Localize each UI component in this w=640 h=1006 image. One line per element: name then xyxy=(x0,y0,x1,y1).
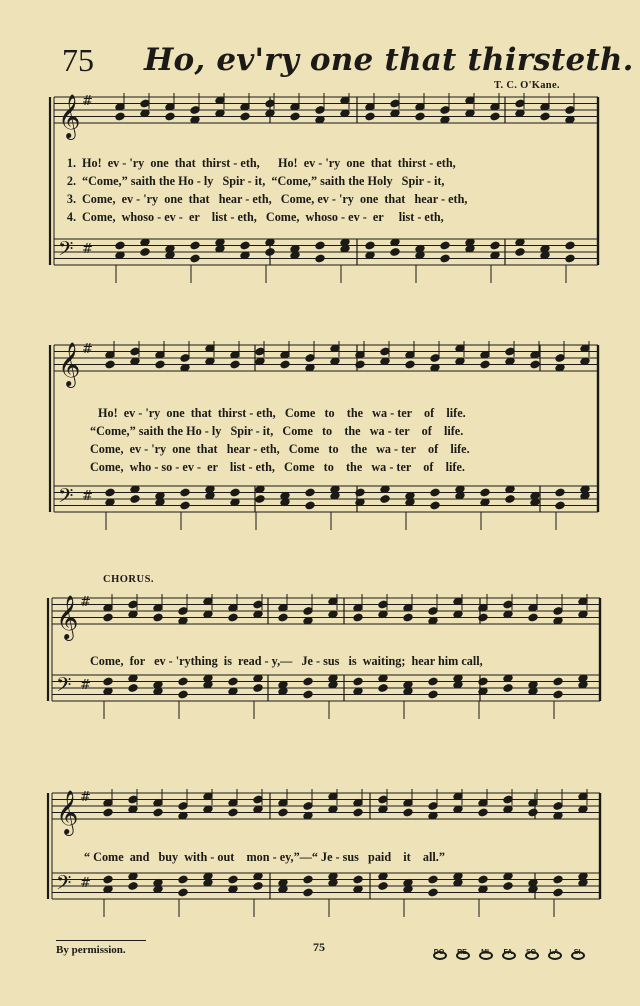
note-head xyxy=(253,882,263,891)
note-head xyxy=(315,241,325,250)
note-head xyxy=(378,600,388,609)
note-head xyxy=(253,795,263,804)
note-head xyxy=(505,495,515,504)
bass-clef: 𝄢 xyxy=(58,237,74,265)
lyric-line: Come, for ev - 'rything is read - y,— Je - sus is waiting; hear him call, xyxy=(90,654,483,668)
permission-note: By permission. xyxy=(56,944,126,956)
note-head xyxy=(540,112,550,121)
note-head xyxy=(315,254,325,263)
note-head xyxy=(240,112,250,121)
lyric-line: 3. Come, ev - 'ry one that hear - eth, Come, ev - 'ry one that hear - eth, xyxy=(66,192,468,206)
note-head xyxy=(555,501,565,510)
note-head xyxy=(515,248,525,257)
note-head xyxy=(365,112,375,121)
note-head xyxy=(303,802,313,811)
note-head xyxy=(103,613,113,622)
note-head xyxy=(228,677,238,686)
note-head xyxy=(553,690,563,699)
note-head xyxy=(440,241,450,250)
note-head xyxy=(553,802,563,811)
note-head xyxy=(105,360,115,369)
note-head xyxy=(380,347,390,356)
solfege-note: SI xyxy=(566,949,588,956)
note-head xyxy=(178,888,188,897)
note-head xyxy=(303,677,313,686)
note-head xyxy=(190,241,200,250)
note-head xyxy=(428,607,438,616)
footer-rule xyxy=(56,940,146,941)
lyric-line: 4. Come, whoso - ev - er list - eth, Come, whoso - ev - er list - eth, xyxy=(66,210,444,224)
note-head xyxy=(428,802,438,811)
note-head xyxy=(265,99,275,108)
note-head xyxy=(565,106,575,115)
note-head xyxy=(303,875,313,884)
note-head xyxy=(430,354,440,363)
note-head xyxy=(153,808,163,817)
treble-clef: 𝄞 xyxy=(58,342,81,386)
note-head xyxy=(353,875,363,884)
note-head xyxy=(303,607,313,616)
note-head xyxy=(228,808,238,817)
note-head xyxy=(178,875,188,884)
sharp-sign: # xyxy=(82,489,93,504)
note-head xyxy=(115,112,125,121)
note-head xyxy=(178,677,188,686)
note-head xyxy=(140,99,150,108)
note-head xyxy=(130,495,140,504)
note-head xyxy=(480,360,490,369)
note-head xyxy=(153,613,163,622)
note-head xyxy=(353,677,363,686)
note-head xyxy=(378,795,388,804)
note-head xyxy=(128,684,138,693)
note-head xyxy=(378,684,388,693)
solfege-note: FA xyxy=(497,949,519,956)
note-head xyxy=(128,882,138,891)
treble-clef: 𝄞 xyxy=(58,94,81,138)
note-head xyxy=(180,501,190,510)
note-head xyxy=(490,112,500,121)
solfege-key xyxy=(428,934,588,964)
note-head xyxy=(303,888,313,897)
sharp-sign: # xyxy=(80,595,91,610)
hymn-title: Ho, ev'ry one that thirsteth. xyxy=(144,42,634,78)
note-head xyxy=(128,600,138,609)
note-head xyxy=(503,795,513,804)
note-head xyxy=(305,488,315,497)
note-head xyxy=(528,613,538,622)
note-head xyxy=(165,112,175,121)
note-head xyxy=(290,112,300,121)
sharp-sign: # xyxy=(82,342,93,357)
note-head xyxy=(478,875,488,884)
note-head xyxy=(553,677,563,686)
note-head xyxy=(178,607,188,616)
note-head xyxy=(378,882,388,891)
note-head xyxy=(178,690,188,699)
note-head xyxy=(390,99,400,108)
note-head xyxy=(530,360,540,369)
bass-clef: 𝄢 xyxy=(58,484,74,512)
sharp-sign: # xyxy=(82,94,93,109)
lyric-line: Come, who - so - ev - er list - eth, Come to the wa - ter of life. xyxy=(90,460,465,474)
solfege-note: DO xyxy=(428,949,450,956)
note-head xyxy=(555,354,565,363)
note-head xyxy=(315,106,325,115)
solfege-note: RE xyxy=(451,949,473,956)
note-head xyxy=(555,488,565,497)
note-head xyxy=(503,882,513,891)
note-head xyxy=(390,248,400,257)
note-head xyxy=(553,607,563,616)
note-head xyxy=(403,613,413,622)
note-head xyxy=(230,360,240,369)
note-head xyxy=(190,106,200,115)
note-head xyxy=(115,241,125,250)
note-head xyxy=(228,875,238,884)
note-head xyxy=(180,354,190,363)
sharp-sign: # xyxy=(82,242,93,257)
note-head xyxy=(265,248,275,257)
note-head xyxy=(478,808,488,817)
note-head xyxy=(380,495,390,504)
note-head xyxy=(428,875,438,884)
note-head xyxy=(140,248,150,257)
lyric-line: 1. Ho! ev - 'ry one that thirst - eth, Ho! ev - 'ry one that thirst - eth, xyxy=(66,156,456,170)
note-head xyxy=(180,488,190,497)
note-head xyxy=(440,254,450,263)
note-head xyxy=(565,241,575,250)
treble-clef: 𝄞 xyxy=(56,790,79,834)
note-head xyxy=(305,354,315,363)
lyric-line: Come, ev - 'ry one that hear - eth, Come to the wa - ter of life. xyxy=(90,442,470,456)
note-head xyxy=(353,613,363,622)
note-head xyxy=(503,684,513,693)
page-number: 75 xyxy=(313,940,325,954)
note-head xyxy=(503,600,513,609)
lyric-line: “Come,” saith the Ho - ly Spir - it, Come to the wa - ter of life. xyxy=(90,424,464,438)
note-head xyxy=(428,677,438,686)
note-head xyxy=(565,254,575,263)
note-head xyxy=(490,241,500,250)
note-head xyxy=(278,613,288,622)
note-head xyxy=(228,613,238,622)
note-head xyxy=(553,875,563,884)
note-head xyxy=(190,254,200,263)
note-head xyxy=(105,488,115,497)
bass-clef: 𝄢 xyxy=(56,871,72,899)
note-head xyxy=(553,888,563,897)
solfege-note: LA xyxy=(543,949,565,956)
note-head xyxy=(428,690,438,699)
sharp-sign: # xyxy=(80,790,91,805)
note-head xyxy=(130,347,140,356)
note-head xyxy=(305,501,315,510)
note-head xyxy=(103,808,113,817)
note-head xyxy=(128,795,138,804)
note-head xyxy=(515,99,525,108)
lyric-line: Ho! ev - 'ry one that thirst - eth, Come to the wa - ter of life. xyxy=(98,406,466,420)
note-head xyxy=(253,600,263,609)
note-head xyxy=(403,808,413,817)
composer-credit: T. C. O'Kane. xyxy=(494,80,560,91)
note-head xyxy=(365,241,375,250)
note-head xyxy=(480,488,490,497)
treble-clef: 𝄞 xyxy=(56,595,79,639)
sharp-sign: # xyxy=(80,876,91,891)
note-head xyxy=(528,808,538,817)
note-head xyxy=(353,808,363,817)
hymn-number: 75 xyxy=(62,42,94,78)
note-head xyxy=(255,347,265,356)
note-head xyxy=(240,241,250,250)
note-head xyxy=(280,360,290,369)
note-head xyxy=(230,488,240,497)
note-head xyxy=(103,677,113,686)
lyric-line: 2. “Come,” saith the Ho - ly Spir - it, “Come,” saith the Holy Spir - it, xyxy=(66,174,445,188)
note-head xyxy=(255,495,265,504)
note-head xyxy=(428,888,438,897)
solfege-note: SO xyxy=(520,949,542,956)
note-head xyxy=(178,802,188,811)
bass-clef: 𝄢 xyxy=(56,673,72,701)
note-head xyxy=(430,488,440,497)
note-head xyxy=(430,501,440,510)
sharp-sign: # xyxy=(80,678,91,693)
note-head xyxy=(278,808,288,817)
note-head xyxy=(415,112,425,121)
note-head xyxy=(440,106,450,115)
note-head xyxy=(505,347,515,356)
chorus-label: CHORUS. xyxy=(103,574,155,585)
lyric-line: “ Come and buy with - out mon - ey,”—“ Je - sus paid it all.” xyxy=(84,850,445,864)
note-head xyxy=(155,360,165,369)
note-head xyxy=(253,684,263,693)
note-head xyxy=(103,875,113,884)
note-head xyxy=(405,360,415,369)
note-head xyxy=(303,690,313,699)
solfege-note: MI xyxy=(474,949,496,956)
